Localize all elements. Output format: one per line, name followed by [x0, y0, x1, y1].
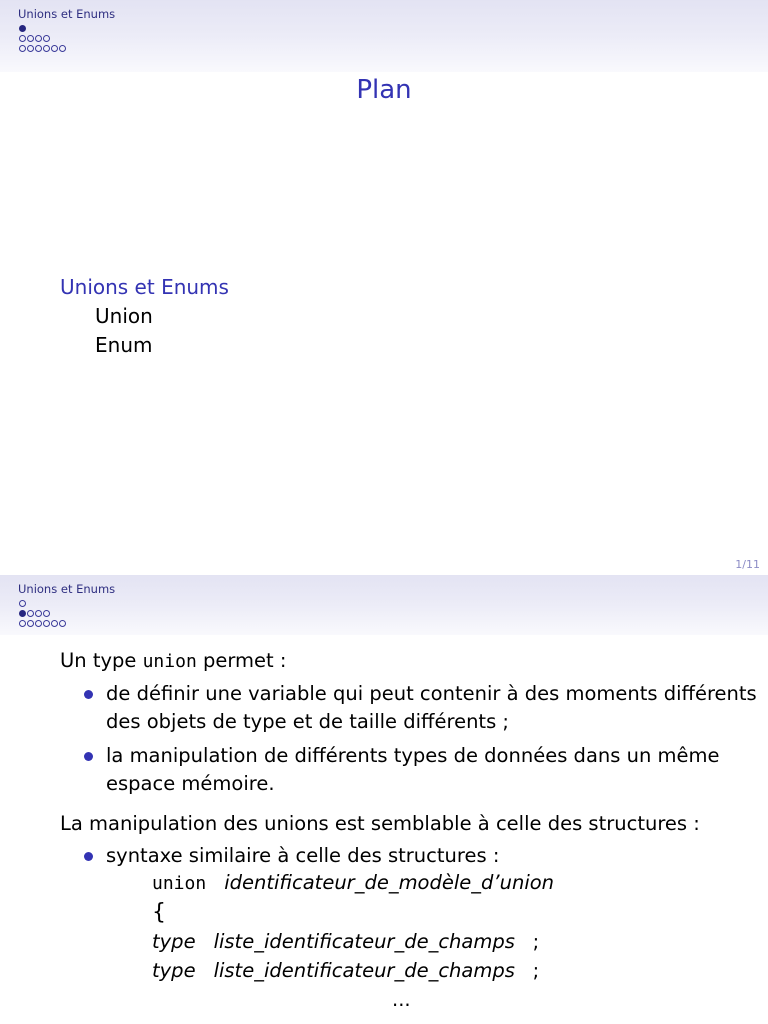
nav-dots-row-3	[19, 45, 66, 52]
nav-dot[interactable]	[19, 45, 26, 52]
toc-subsection-union[interactable]: Union	[95, 304, 153, 328]
code-line-union	[152, 868, 760, 898]
page-number: 1/11	[735, 558, 760, 571]
code-open-brace: {	[152, 900, 166, 925]
nav-dot[interactable]	[43, 610, 50, 617]
nav-dot[interactable]	[51, 45, 58, 52]
intro-text-before: Un type	[60, 649, 143, 672]
union-syntax-block	[60, 868, 760, 1014]
bullet-list-1	[60, 680, 760, 798]
code-ellipsis: ...	[392, 988, 411, 1011]
code-field-type: type	[152, 959, 196, 982]
nav-dot[interactable]	[51, 620, 58, 627]
nav-dot[interactable]	[35, 610, 42, 617]
nav-dot[interactable]	[27, 620, 34, 627]
nav-dots-row-1	[19, 25, 26, 32]
code-field-line	[152, 956, 760, 985]
bullet-list-2	[60, 842, 760, 870]
nav-dots-row-3	[19, 620, 66, 627]
header-section-title[interactable]: Unions et Enums	[18, 582, 116, 596]
second-paragraph: La manipulation des unions est semblable à celle des structures :	[60, 812, 700, 835]
nav-dot[interactable]	[19, 35, 26, 42]
nav-dot[interactable]	[19, 610, 26, 617]
nav-dot[interactable]	[19, 25, 26, 32]
intro-code-union: union	[142, 651, 197, 672]
nav-dot[interactable]	[27, 610, 34, 617]
nav-dot[interactable]	[19, 600, 26, 607]
code-field-line	[152, 927, 760, 956]
bullet-dot-icon	[84, 752, 93, 761]
intro-paragraph	[60, 647, 760, 676]
frame-title: Plan	[356, 75, 412, 105]
nav-dot[interactable]	[43, 620, 50, 627]
bullet-dot-icon	[84, 852, 93, 861]
intro-text-after: permet :	[196, 649, 287, 672]
list-item-text: syntaxe similaire à celle des structures :	[106, 844, 500, 867]
code-field-name: liste_identificateur_de_champs	[213, 959, 515, 982]
bullet-dot-icon	[84, 690, 93, 699]
code-keyword-union: union	[152, 873, 207, 894]
list-item	[60, 842, 760, 870]
slide-body	[60, 647, 760, 1014]
nav-dot[interactable]	[19, 620, 26, 627]
header-section-title[interactable]: Unions et Enums	[18, 7, 116, 21]
nav-dot[interactable]	[43, 45, 50, 52]
slide-union	[0, 575, 768, 1024]
nav-dot[interactable]	[43, 35, 50, 42]
code-field-type: type	[152, 930, 196, 953]
slide-header	[0, 575, 768, 635]
toc-section-unions-et-enums[interactable]: Unions et Enums	[60, 275, 229, 299]
list-item-text: la manipulation de différents types de données dans un même espace mémoire.	[106, 744, 720, 795]
nav-dot[interactable]	[27, 45, 34, 52]
nav-dot[interactable]	[35, 45, 42, 52]
code-semicolon: ;	[532, 930, 540, 953]
toc-subsection-enum[interactable]: Enum	[95, 333, 153, 357]
nav-dot[interactable]	[27, 35, 34, 42]
nav-dots-row-1	[19, 600, 26, 607]
nav-dot[interactable]	[59, 45, 66, 52]
code-identifier: identificateur_de_modèle_d’union	[224, 871, 555, 894]
nav-dots-row-2	[19, 610, 50, 617]
code-field-name: liste_identificateur_de_champs	[213, 930, 515, 953]
nav-dot[interactable]	[35, 620, 42, 627]
nav-dot[interactable]	[35, 35, 42, 42]
table-of-contents	[60, 273, 229, 360]
code-semicolon: ;	[532, 959, 540, 982]
list-item	[60, 742, 760, 798]
nav-dots-row-2	[19, 35, 50, 42]
nav-dot[interactable]	[59, 620, 66, 627]
list-item-text: de définir une variable qui peut contenir à des moments différents des objets de type et de taille différents ;	[106, 682, 757, 733]
list-item	[60, 680, 760, 736]
slide-header	[0, 0, 768, 72]
